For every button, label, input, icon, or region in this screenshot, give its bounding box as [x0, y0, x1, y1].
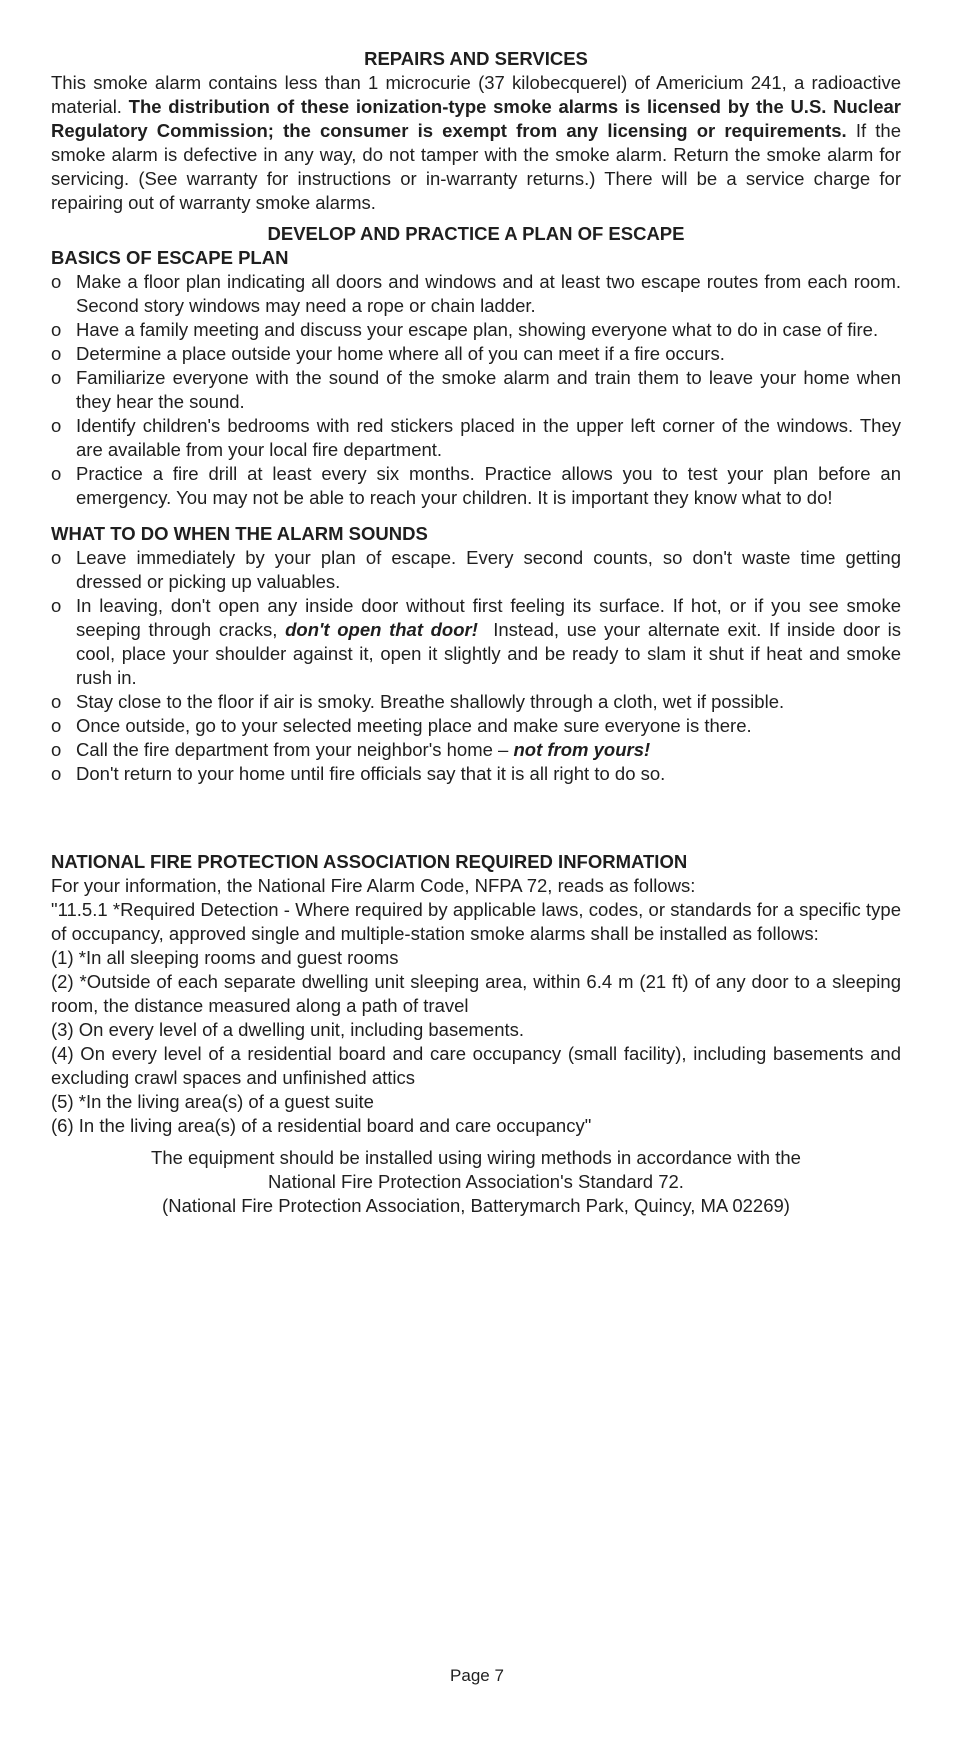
alarm-list-item — [51, 546, 901, 594]
nfpa-line: "11.5.1 *Required Detection - Where required by applicable laws, codes, or standards for a specific type of occupancy, approved single and multiple-station smoke alarms shall be installed as follows: — [51, 899, 901, 944]
escape-item-text: Make a floor plan indicating all doors and windows and at least two escape routes from each room. Second story windows may need a rope or chain ladder. — [76, 271, 901, 316]
alarm-list-item — [51, 714, 901, 738]
alarm-list-item — [51, 594, 907, 690]
bullet-marker: o — [51, 463, 62, 484]
bullet-marker: o — [51, 367, 62, 388]
bullet-marker: o — [51, 343, 62, 364]
escape-list-item — [51, 318, 901, 342]
escape-item-text: Familiarize everyone with the sound of the smoke alarm and train them to leave your home when they hear the sound. — [76, 367, 901, 412]
repairs-paragraph — [51, 71, 901, 215]
escape-list-item — [51, 366, 901, 414]
nfpa-line: (2) *Outside of each separate dwelling unit sleeping area, within 6.4 m (21 ft) of any door to a sleeping room, the distance measured along a path of travel — [51, 971, 901, 1016]
repairs-heading: REPAIRS AND SERVICES — [364, 48, 588, 69]
nfpa-line: For your information, the National Fire Alarm Code, NFPA 72, reads as follows: — [51, 875, 696, 896]
nfpa-closing-line: The equipment should be installed using wiring methods in accordance with the — [151, 1147, 801, 1168]
escape-list-item — [51, 462, 901, 510]
bullet-marker: o — [51, 319, 62, 340]
alarm-list-item — [51, 690, 901, 714]
nfpa-closing-line: (National Fire Protection Association, Batterymarch Park, Quincy, MA 02269) — [162, 1195, 790, 1216]
nfpa-line: (6) In the living area(s) of a residential board and care occupancy" — [51, 1115, 592, 1136]
escape-list-item — [51, 342, 901, 366]
bullet-marker: o — [51, 271, 62, 292]
page-number: Page 7 — [450, 1666, 504, 1685]
escape-subheading: BASICS OF ESCAPE PLAN — [51, 247, 289, 268]
bullet-marker: o — [51, 739, 62, 760]
escape-list-item — [51, 414, 901, 462]
nfpa-closing — [51, 1146, 901, 1218]
alarm-item-emphasis: not from yours! — [513, 739, 651, 760]
alarm-list-item — [51, 738, 901, 762]
bullet-marker: o — [51, 415, 62, 436]
repairs-text-2: If the smoke alarm is defective in any way, do not tamper with the smoke alarm. Return the smoke alarm for servicing. (See warranty for instructions or in-warranty returns.) There will be a service charge for repairing out of warranty smoke alarms. — [51, 120, 901, 213]
alarm-heading: WHAT TO DO WHEN THE ALARM SOUNDS — [51, 523, 428, 544]
alarm-item-text: Stay close to the floor if air is smoky. Breathe shallowly through a cloth, wet if possible. — [76, 691, 785, 712]
alarm-item-text: In leaving, don't open any inside door without first feeling its surface. If hot, or if you see smoke seeping through cracks, — [76, 595, 901, 640]
alarm-item-text: Don't return to your home until fire officials say that it is all right to do so. — [76, 763, 666, 784]
escape-item-text: Determine a place outside your home where all of you can meet if a fire occurs. — [76, 343, 725, 364]
alarm-item-text: Instead, use your alternate exit. If inside door is cool, place your shoulder against it, open it slightly and be ready to slam it shut if heat and smoke rush in. — [76, 619, 907, 688]
nfpa-line: (5) *In the living area(s) of a guest suite — [51, 1091, 374, 1112]
bullet-marker: o — [51, 547, 62, 568]
nfpa-line: (1) *In all sleeping rooms and guest rooms — [51, 947, 399, 968]
bullet-marker: o — [51, 763, 62, 784]
repairs-text-1: This smoke alarm contains less than 1 microcurie (37 kilobecquerel) of Americium 241, a radioactive material. — [51, 72, 901, 117]
alarm-list-item — [51, 762, 901, 786]
alarm-item-text: Once outside, go to your selected meeting place and make sure everyone is there. — [76, 715, 752, 736]
bullet-marker: o — [51, 595, 62, 616]
page-content — [51, 47, 907, 1218]
escape-item-text: Have a family meeting and discuss your escape plan, showing everyone what to do in case of fire. — [76, 319, 879, 340]
escape-item-text: Identify children's bedrooms with red stickers placed in the upper left corner of the windows. They are available from your local fire department. — [76, 415, 901, 460]
bullet-marker: o — [51, 715, 62, 736]
alarm-item-text: Call the fire department from your neighbor's home – — [76, 739, 514, 760]
nfpa-heading: NATIONAL FIRE PROTECTION ASSOCIATION REQUIRED INFORMATION — [51, 851, 688, 872]
escape-list-item — [51, 270, 901, 318]
alarm-list — [51, 546, 907, 786]
escape-heading: DEVELOP AND PRACTICE A PLAN OF ESCAPE — [267, 223, 685, 244]
escape-item-text: Practice a fire drill at least every six months. Practice allows you to test your plan before an emergency. You may not be able to reach your children. It is important they know what to do! — [76, 463, 901, 508]
repairs-bold-text: The distribution of these ionization-type smoke alarms is licensed by the U.S. Nuclear Regulatory Commission; the consumer is exempt from any licensing or requirements. — [51, 96, 901, 141]
nfpa-line: (3) On every level of a dwelling unit, including basements. — [51, 1019, 525, 1040]
alarm-item-emphasis: don't open that door! — [285, 619, 478, 640]
nfpa-line: (4) On every level of a residential board and care occupancy (small facility), including basements and excluding crawl spaces and unfinished attics — [51, 1043, 901, 1088]
escape-list — [51, 270, 901, 510]
bullet-marker: o — [51, 691, 62, 712]
nfpa-closing-line: National Fire Protection Association's Standard 72. — [268, 1171, 684, 1192]
alarm-item-text: Leave immediately by your plan of escape. Every second counts, so don't waste time getting dressed or picking up valuables. — [76, 547, 901, 592]
